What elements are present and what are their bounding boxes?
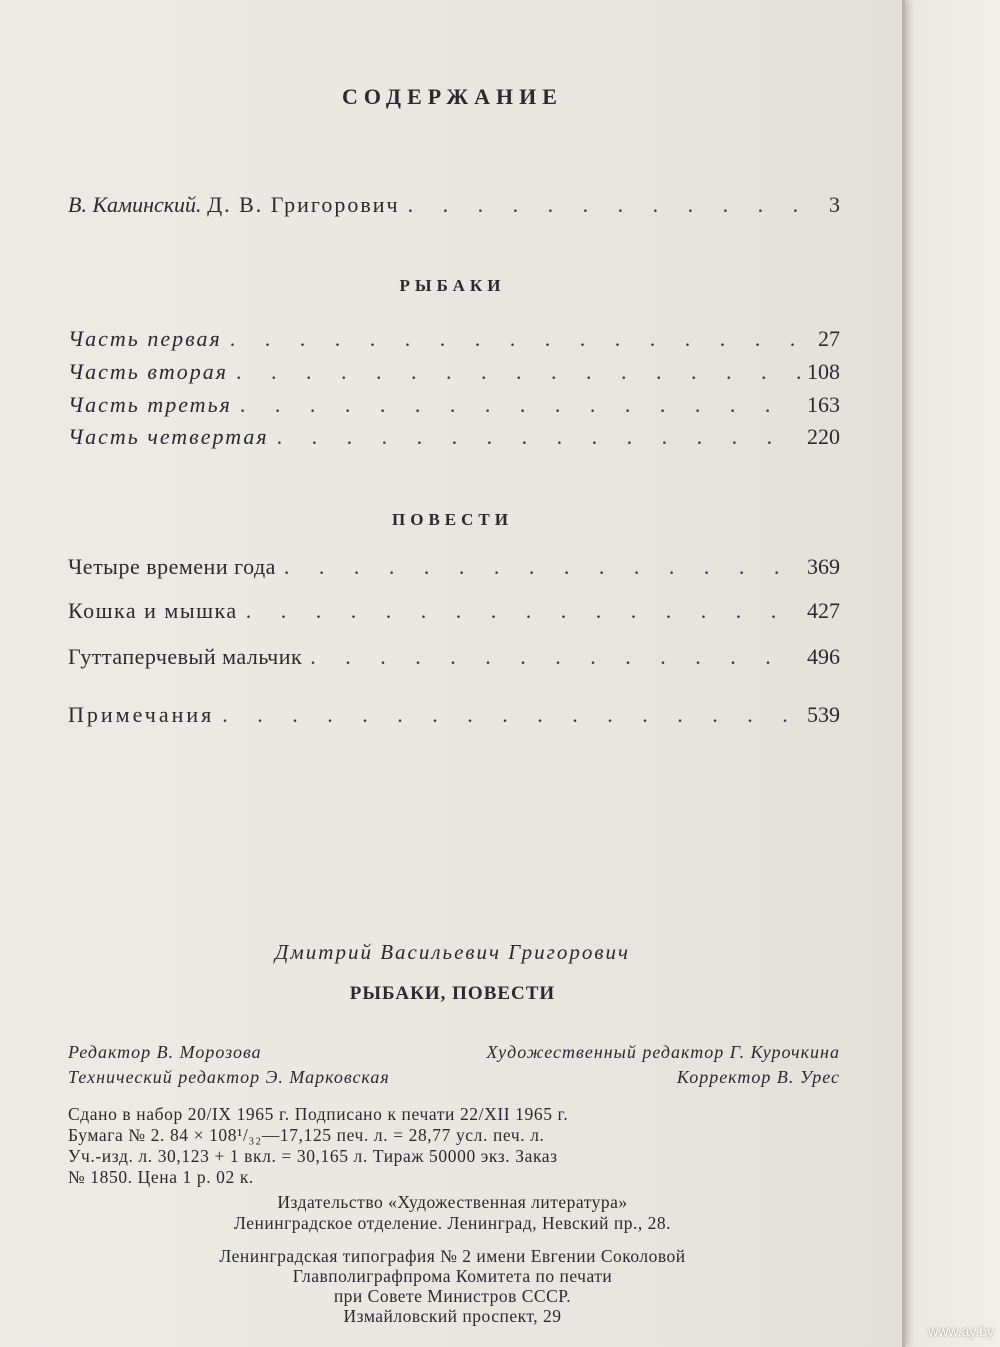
toc-title: Часть четвертая: [68, 424, 269, 449]
tech-editor-credit: Технический редактор Э. Марковская: [68, 1067, 390, 1087]
colophon-book-title: РЫБАКИ, ПОВЕСТИ: [349, 983, 556, 1004]
colophon-author: Дмитрий Васильевич Григорович: [275, 940, 630, 964]
toc-title: Часть третья: [68, 392, 232, 417]
printer-line: Главполиграфпрома Комитета по печати: [292, 1266, 613, 1286]
toc-row: [68, 554, 840, 588]
toc-page-number: 427: [807, 598, 840, 623]
toc-page-number: 496: [807, 644, 840, 669]
section-heading-fishermen: РЫБАКИ: [399, 276, 506, 295]
print-info-line: Уч.-изд. л. 30,123 + 1 вкл. = 30,165 л. Тираж 50000 экз. Заказ: [68, 1146, 558, 1166]
toc-row: [68, 598, 840, 632]
toc-title: Примечания: [68, 702, 215, 727]
credits-line-1: [68, 1042, 840, 1063]
toc-intro-subject: Д. В. Григорович: [207, 192, 400, 217]
watermark: www.ay.by: [928, 1323, 994, 1339]
toc-title: Часть первая: [68, 326, 222, 351]
dot-leader: [310, 644, 801, 670]
section-heading-novellas: ПОВЕСТИ: [392, 510, 513, 529]
dot-leader: [246, 598, 801, 624]
toc-row: [68, 392, 840, 426]
toc-page-number: 220: [807, 424, 840, 449]
printer-line: Измайловский проспект, 29: [343, 1306, 562, 1326]
toc-row-intro: [68, 192, 840, 226]
dot-leader: [236, 359, 801, 385]
toc-title: Четыре времени года: [68, 554, 276, 579]
editor-credit: Редактор В. Морозова: [68, 1042, 262, 1062]
publisher-line: Ленинградское отделение. Ленинград, Невский пр., 28.: [233, 1213, 672, 1233]
print-info-line: № 1850. Цена 1 р. 02 к.: [68, 1167, 254, 1187]
toc-row: [68, 424, 840, 458]
contents-heading: СОДЕРЖАНИЕ: [342, 84, 563, 109]
toc-row-notes: [68, 702, 840, 736]
print-info-line: Бумага № 2. 84 × 108¹/₃₂—17,125 печ. л. = 28,77 усл. печ. л.: [68, 1125, 545, 1145]
toc-intro-author: В. Каминский.: [68, 192, 202, 217]
toc-page-number: 163: [807, 392, 840, 417]
printer-line: при Совете Министров СССР.: [333, 1286, 572, 1306]
art-editor-credit: Художественный редактор Г. Курочкина: [486, 1042, 840, 1062]
dot-leader: [230, 326, 812, 352]
toc-page-number: 539: [807, 702, 840, 727]
toc-page-number: 108: [807, 359, 840, 384]
toc-page-number: 27: [818, 326, 840, 351]
print-info-line: Сдано в набор 20/IX 1965 г. Подписано к печати 22/XII 1965 г.: [68, 1104, 569, 1124]
toc-row: [68, 359, 840, 393]
toc-intro-title: [68, 192, 408, 218]
dot-leader: [222, 702, 801, 728]
dot-leader: [277, 424, 801, 450]
toc-row: [68, 644, 840, 678]
toc-page-number: 369: [807, 554, 840, 579]
toc-page-number: 3: [829, 192, 840, 217]
toc-title: Кошка и мышка: [68, 598, 238, 623]
printer-line: Ленинградская типография № 2 имени Евгении Соколовой: [219, 1246, 686, 1266]
proofreader-credit: Корректор В. Урес: [676, 1067, 840, 1087]
toc-title: Гуттаперчевый мальчик: [68, 644, 303, 669]
credits-line-2: [68, 1067, 840, 1088]
dot-leader: [284, 554, 801, 580]
toc-title: Часть вторая: [68, 359, 228, 384]
dot-leader: [408, 192, 823, 218]
dot-leader: [240, 392, 801, 418]
publisher-line: Издательство «Художественная литература»: [277, 1192, 628, 1212]
toc-row: [68, 326, 840, 360]
